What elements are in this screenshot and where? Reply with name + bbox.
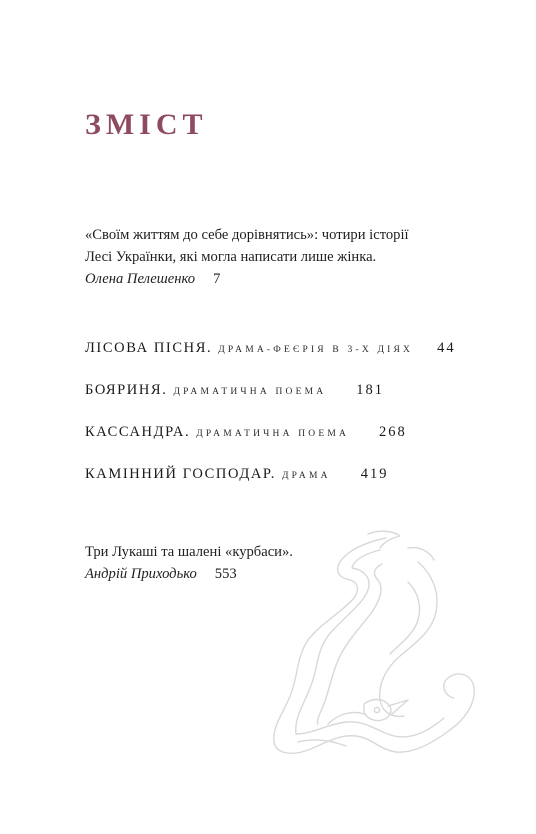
essay-author-line [85, 268, 409, 290]
toc-entry-genre: ДРАМА-ФЕЄРІЯ В 3-Х ДІЯХ [218, 345, 414, 355]
toc-entry-kaminnyi-hospodar[interactable] [85, 466, 388, 483]
toc-entry-title: ЛІСОВА ПІСНЯ. [85, 340, 213, 356]
toc-entry-page: 268 [379, 424, 407, 440]
essay-title-line: Три Лукаші та шалені «курбаси». [85, 544, 293, 560]
toc-entry-page: 44 [437, 340, 456, 356]
essay-title-line: «Своїм життям до себе дорівнятись»: чотири історії [85, 227, 409, 243]
toc-entry-genre: ДРАМА [281, 471, 331, 481]
toc-entry-kassandra[interactable] [85, 424, 407, 441]
toc-entry-genre: ДРАМАТИЧНА ПОЕМА [196, 429, 350, 439]
toc-entry-genre: ДРАМАТИЧНА ПОЕМА [173, 387, 327, 397]
essay-title-line: Лесі Українки, які могла написати лише жінка. [85, 249, 377, 265]
toc-entry-lisova-pisnia[interactable] [85, 340, 456, 357]
essay-page-number: 553 [214, 566, 237, 582]
essay-entry-intro[interactable] [85, 224, 409, 290]
page-title: ЗМІСТ [85, 108, 208, 141]
essay-entry-afterword[interactable] [85, 541, 293, 585]
essay-page-number: 7 [213, 271, 221, 287]
toc-entry-page: 181 [356, 382, 385, 398]
toc-entry-title: КАССАНДРА. [85, 424, 191, 440]
toc-entry-title: БОЯРИНЯ. [85, 382, 168, 398]
toc-entry-boiarynia[interactable] [85, 382, 384, 399]
essay-author-line [85, 563, 293, 585]
toc-entry-title: КАМІННИЙ ГОСПОДАР. [85, 466, 276, 482]
stylized-bird-ornament-icon [268, 528, 483, 758]
toc-entry-page: 419 [360, 466, 389, 482]
essay-author: Олена Пелешенко [85, 271, 196, 287]
essay-author: Андрій Приходько [85, 566, 197, 582]
